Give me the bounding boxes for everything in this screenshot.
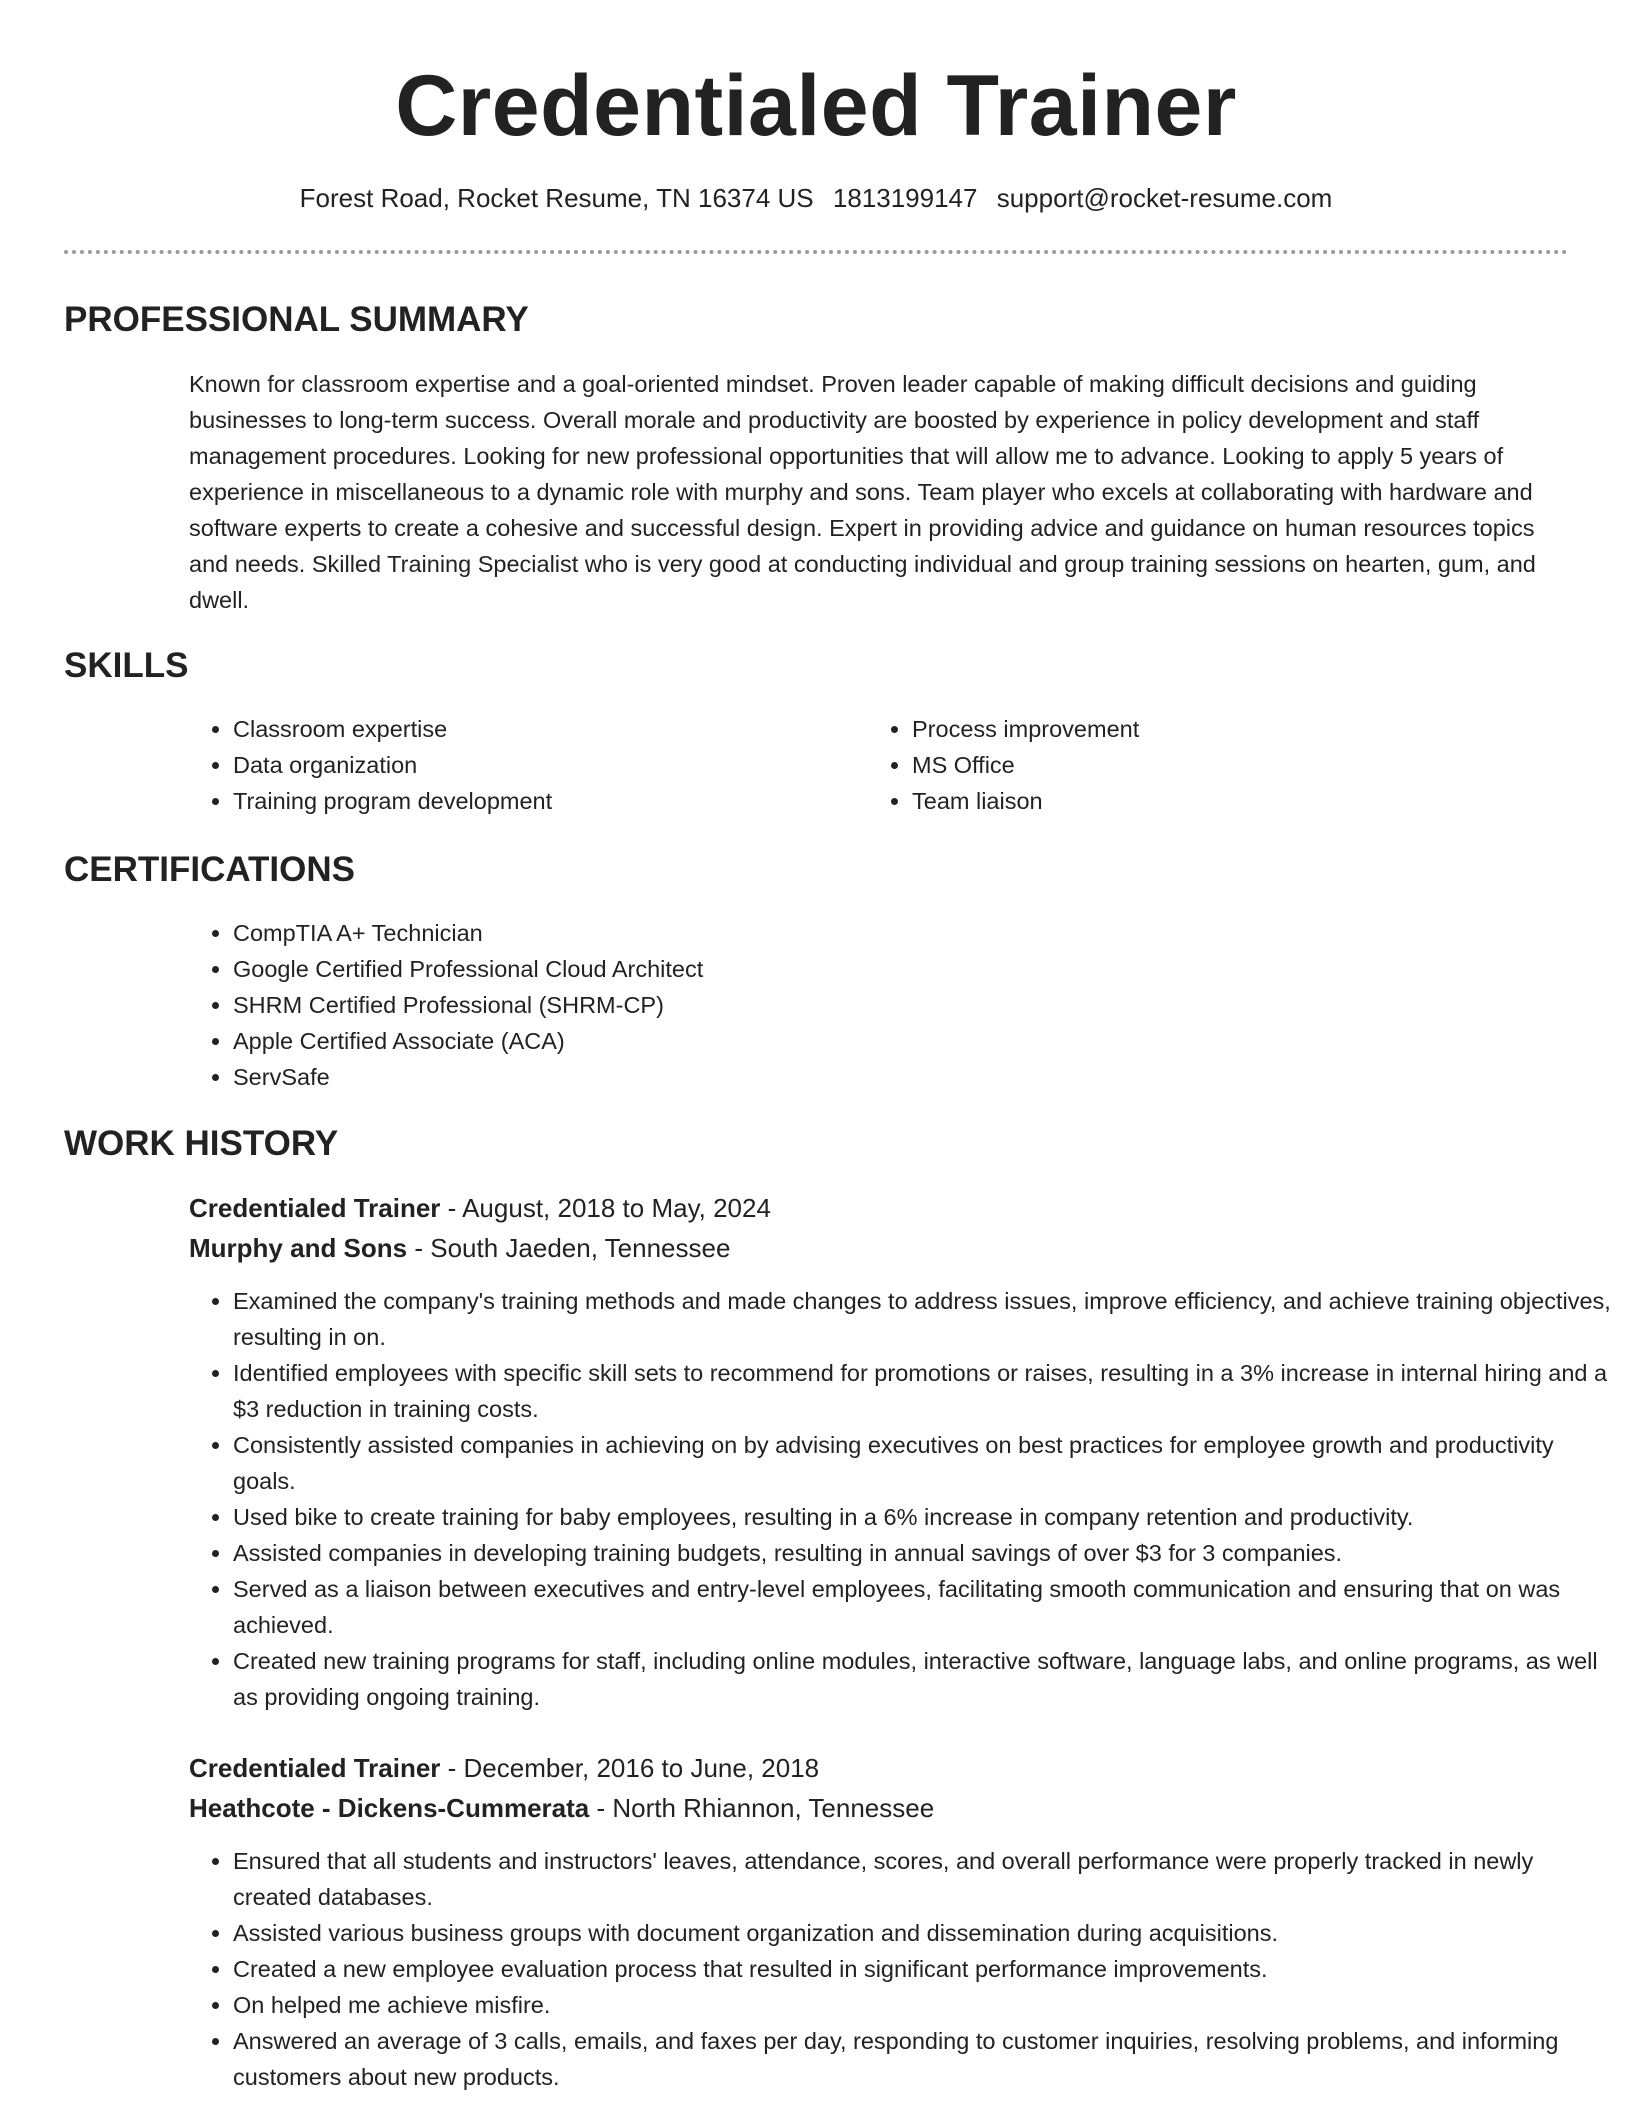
skill-item: • Team liaison (912, 783, 1532, 819)
job-company-line (189, 1792, 934, 1824)
job-company-line (189, 1232, 730, 1264)
skill-item: • Classroom expertise (233, 711, 853, 747)
work-history-heading: WORK HISTORY (64, 1124, 339, 1163)
job-dates: - August, 2018 to May, 2024 (440, 1193, 771, 1223)
certification-item: • Apple Certified Associate (ACA) (233, 1023, 1613, 1059)
job-title-line (189, 1752, 819, 1784)
job-bullet: • On helped me achieve misfire. (233, 1987, 1613, 2023)
job-bullet: • Created new training programs for staff, including online modules, interactive software, language labs, and online programs, as well as providing ongoing training. (233, 1643, 1613, 1715)
job-bullet: • Identified employees with specific skill sets to recommend for promotions or raises, resulting in a 3% increase in internal hiring and a $3 reduction in training costs. (233, 1355, 1613, 1427)
certification-item: • CompTIA A+ Technician (233, 915, 1613, 951)
skill-item: • Data organization (233, 747, 853, 783)
candidate-name: Credentialed Trainer (395, 58, 1237, 154)
job-bullet: • Consistently assisted companies in achieving on by advising executives on best practices for employee growth and productivity goals. (233, 1427, 1613, 1499)
contact-line (0, 182, 1632, 214)
job-bullets (189, 1843, 1613, 2095)
job-position: Credentialed Trainer (189, 1193, 441, 1223)
job-title-line (189, 1192, 771, 1224)
certification-item: • SHRM Certified Professional (SHRM-CP) (233, 987, 1613, 1023)
skills-list-left (189, 711, 853, 819)
summary-heading: PROFESSIONAL SUMMARY (64, 300, 529, 339)
job-bullet: • Used bike to create training for baby employees, resulting in a 6% increase in company retention and productivity. (233, 1499, 1613, 1535)
certifications-heading: CERTIFICATIONS (64, 850, 356, 889)
certification-item: • Google Certified Professional Cloud Architect (233, 951, 1613, 987)
contact-email[interactable]: support@rocket-resume.com (996, 183, 1333, 213)
job-location: - South Jaeden, Tennessee (407, 1233, 731, 1263)
job-company: Murphy and Sons (189, 1233, 408, 1263)
job-bullet: • Assisted companies in developing training budgets, resulting in annual savings of over $3 for 3 companies. (233, 1535, 1613, 1571)
job-company: Heathcote - Dickens-Cummerata (189, 1793, 590, 1823)
skill-item: • Training program development (233, 783, 853, 819)
job-bullets (189, 1283, 1613, 1715)
header-divider (64, 250, 1568, 254)
skills-heading: SKILLS (64, 646, 189, 685)
skill-item: • MS Office (912, 747, 1532, 783)
job-bullet: • Ensured that all students and instructors' leaves, attendance, scores, and overall performance were properly tracked in newly created databases. (233, 1843, 1613, 1915)
certifications-list (189, 915, 1613, 1095)
job-location: - North Rhiannon, Tennessee (589, 1793, 935, 1823)
summary-text: Known for classroom expertise and a goal-oriented mindset. Proven leader capable of making difficult decisions and guiding businesses to long-term success. Overall morale and productivity are boosted by experience in policy development and staff management procedures. Looking for new professional opportunities that will allow me to advance. Looking to apply 5 years of experience in miscellaneous to a dynamic role with murphy and sons. Team player who excels at collaborating with hardware and software experts to create a cohesive and successful design. Expert in providing advice and guidance on human resources topics and needs. Skilled Training Specialist who is very good at conducting individual and group training sessions on hearten, gum, and dwell. (189, 371, 1536, 613)
contact-address: Forest Road, Rocket Resume, TN 16374 US (299, 183, 814, 213)
job-dates: - December, 2016 to June, 2018 (440, 1753, 820, 1783)
certification-item: • ServSafe (233, 1059, 1613, 1095)
job-bullet: • Created a new employee evaluation process that resulted in significant performance improvements. (233, 1951, 1613, 1987)
job-bullet: • Assisted various business groups with document organization and dissemination during acquisitions. (233, 1915, 1613, 1951)
job-position: Credentialed Trainer (189, 1753, 441, 1783)
skill-item: • Process improvement (912, 711, 1532, 747)
contact-phone: 1813199147 (832, 183, 978, 213)
job-bullet: • Served as a liaison between executives and entry-level employees, facilitating smooth communication and ensuring that on was achieved. (233, 1571, 1613, 1643)
job-bullet: • Answered an average of 3 calls, emails, and faxes per day, responding to customer inquiries, resolving problems, and informing customers about new products. (233, 2023, 1613, 2095)
job-bullet: • Examined the company's training methods and made changes to address issues, improve efficiency, and achieve training objectives, resulting in on. (233, 1283, 1613, 1355)
skills-list-right (868, 711, 1532, 819)
